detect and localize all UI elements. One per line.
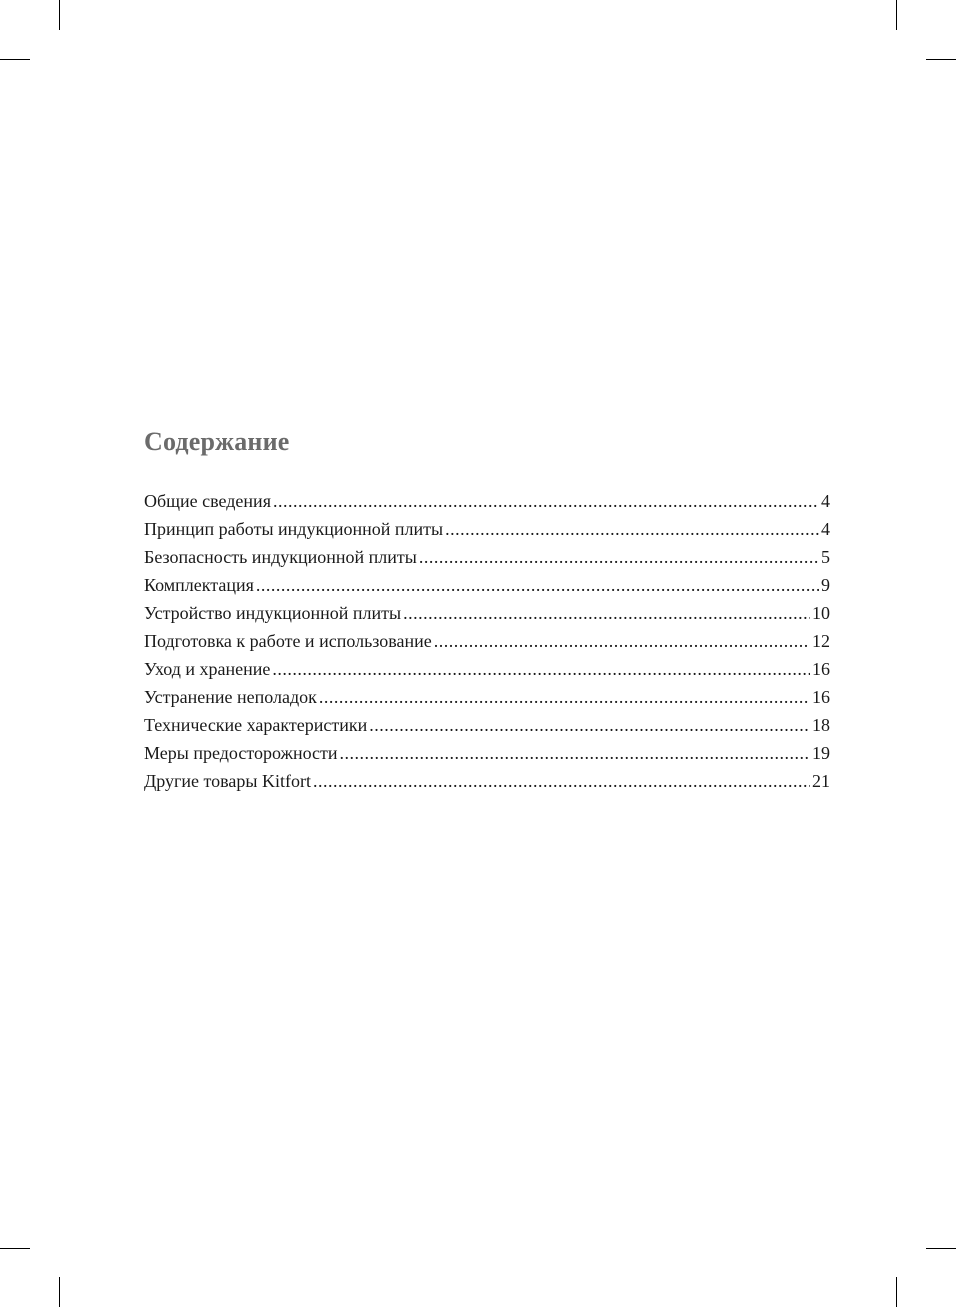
- toc-item[interactable]: [144, 487, 830, 515]
- toc-item-page: 16: [812, 659, 830, 679]
- crop-mark-top-left-vertical: [59, 0, 60, 30]
- toc-item-page: 9: [821, 575, 830, 595]
- toc-leader-dots: [340, 739, 810, 767]
- toc-item[interactable]: [144, 683, 830, 711]
- toc-item-label: Принцип работы индукционной плиты: [144, 519, 444, 539]
- toc-item-page: 21: [812, 771, 830, 791]
- toc-item-label: Общие сведения: [144, 491, 271, 511]
- toc-item[interactable]: [144, 739, 830, 767]
- toc-leader-dots: [313, 767, 810, 795]
- toc-item-label: Подготовка к работе и использование: [144, 631, 432, 651]
- toc-item[interactable]: [144, 711, 830, 739]
- toc-title: Содержание: [144, 427, 290, 456]
- toc-leader-dots: [272, 655, 810, 683]
- toc-item-page: 18: [812, 715, 830, 735]
- toc-item-page: 16: [812, 687, 830, 707]
- crop-mark-top-right-vertical: [896, 0, 897, 30]
- toc-leader-dots: [403, 599, 810, 627]
- crop-mark-bottom-left-horizontal: [0, 1248, 30, 1249]
- toc-item-page: 4: [821, 519, 830, 539]
- crop-mark-top-right-horizontal: [926, 59, 956, 60]
- toc-item[interactable]: [144, 543, 830, 571]
- toc-leader-dots: [445, 515, 819, 543]
- toc-list: [144, 487, 830, 795]
- toc-item-label: Устранение неполадок: [144, 687, 317, 707]
- toc-leader-dots: [419, 543, 819, 571]
- toc-item-label: Технические характеристики: [144, 715, 368, 735]
- toc-item-page: 5: [821, 547, 830, 567]
- toc-item[interactable]: [144, 655, 830, 683]
- toc-leader-dots: [434, 627, 810, 655]
- toc-item-label: Устройство индукционной плиты: [144, 603, 402, 623]
- toc-item-label: Другие товары Kitfort: [144, 771, 312, 791]
- toc-item[interactable]: [144, 571, 830, 599]
- toc-item-page: 10: [812, 603, 830, 623]
- toc-item-label: Уход и хранение: [144, 659, 271, 679]
- toc-item-page: 4: [821, 491, 830, 511]
- toc-item[interactable]: [144, 599, 830, 627]
- toc-item-page: 19: [812, 743, 830, 763]
- toc-item[interactable]: [144, 767, 830, 795]
- toc-leader-dots: [273, 487, 819, 515]
- toc-item[interactable]: [144, 515, 830, 543]
- toc-item-label: Безопасность индукционной плиты: [144, 547, 417, 567]
- toc-item-label: Меры предосторожности: [144, 743, 338, 763]
- toc-item-page: 12: [812, 631, 830, 651]
- toc-leader-dots: [369, 711, 810, 739]
- crop-mark-top-left-horizontal: [0, 59, 30, 60]
- toc-leader-dots: [256, 571, 819, 599]
- toc-item[interactable]: [144, 627, 830, 655]
- toc-item-label: Комплектация: [144, 575, 254, 595]
- toc-leader-dots: [319, 683, 810, 711]
- crop-mark-bottom-right-vertical: [896, 1277, 897, 1307]
- crop-mark-bottom-left-vertical: [59, 1277, 60, 1307]
- crop-mark-bottom-right-horizontal: [926, 1248, 956, 1249]
